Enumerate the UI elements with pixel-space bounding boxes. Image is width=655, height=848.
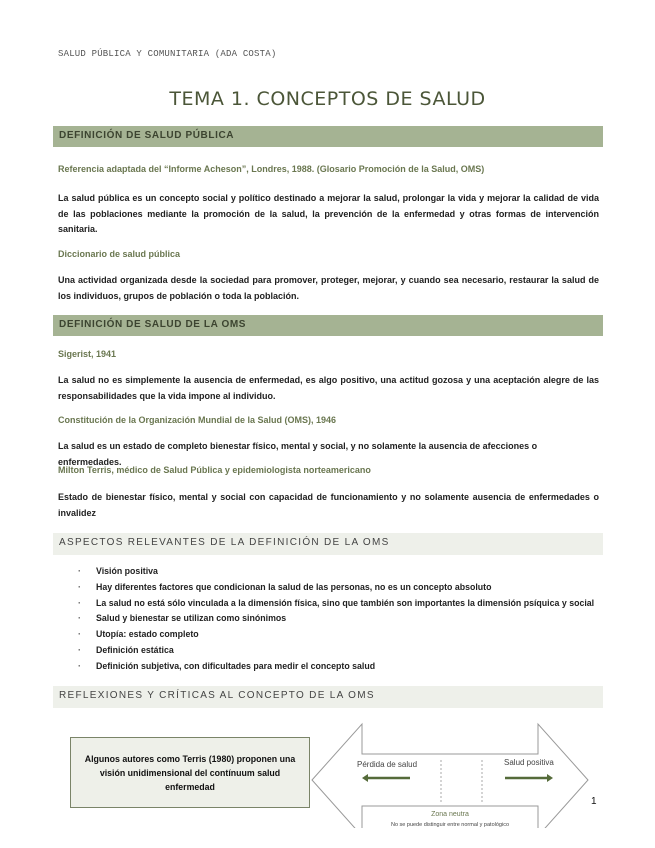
bullet-icon: ·: [78, 566, 81, 576]
page-number: 1: [591, 796, 597, 807]
item-text: Hay diferentes factores que condicionan la salud de las personas, no es un concepto absoluto: [96, 581, 492, 592]
reference: Constitución de la Organización Mundial de la Salud (OMS), 1946: [58, 415, 337, 425]
paragraph: La salud es un estado de completo bienestar físico, mental y social, y no solamente la ausencia de afecciones o enfermedades.: [58, 441, 538, 467]
page-title: TEMA 1. CONCEPTOS DE SALUD: [169, 88, 486, 110]
paragraph: La salud pública es un concepto social y político destinado a mejorar la salud, prolongar la vida y mejorar la calidad de vida de las poblaciones mediante la promoción de la salud, la prevención de la enfermedad y otras formas de intervención sanitaria.: [58, 193, 599, 234]
list-item: [78, 566, 594, 582]
item-text: Definición subjetiva, con dificultades para medir el concepto salud: [96, 660, 376, 671]
bullet-icon: ·: [78, 660, 81, 671]
right-label: Salud positiva: [504, 758, 554, 767]
item-text: Visión positiva: [96, 566, 158, 576]
paragraph: Una actividad organizada desde la sociedad para promover, proteger, mejorar, y cuando sea necesario, restaurar la salud de los individuos, grupos de población o toda la población.: [58, 275, 599, 301]
list-item: [78, 598, 594, 614]
list-item: [78, 629, 594, 645]
reference: Diccionario de salud pública: [58, 249, 181, 259]
bullet-icon: ·: [78, 597, 81, 608]
section-heading-salud-publica: DEFINICIÓN DE SALUD PÚBLICA: [53, 126, 603, 147]
paragraph: Estado de bienestar físico, mental y social con capacidad de funcionamiento y no solamente ausencia de enfermedades o invalidez: [58, 492, 599, 518]
reference: Referencia adaptada del “Informe Acheson”, Londres, 1988. (Glosario Promoción de la Salud, OMS): [58, 164, 485, 174]
section-heading-reflexiones: REFLEXIONES Y CRÍTICAS AL CONCEPTO DE LA OMS: [53, 686, 603, 708]
list-item: [78, 661, 594, 677]
left-label: Pérdida de salud: [357, 760, 418, 769]
zone-label: Zona neutra: [431, 811, 469, 818]
item-text: La salud no está sólo vinculada a la dimensión física, sino que también son importantes la dimensión psíquica y social: [96, 597, 595, 608]
running-header: SALUD PÚBLICA Y COMUNITARIA (ADA COSTA): [58, 49, 277, 59]
section-heading-oms: DEFINICIÓN DE SALUD DE LA OMS: [53, 315, 603, 336]
item-text: Salud y bienestar se utilizan como sinónimos: [96, 613, 287, 624]
terris-callout-box: [70, 737, 310, 808]
callout-text: Algunos autores como Terris (1980) proponen una visión unidimensional del contínuum salud enfermedad: [84, 753, 296, 792]
paragraph: La salud no es simplemente la ausencia de enfermedad, es algo positivo, una actitud gozosa y una aceptación alegre de las responsabilidades que la vida impone al individuo.: [58, 375, 599, 401]
list-item: [78, 645, 594, 661]
item-text: Definición estática: [96, 644, 174, 655]
bullet-icon: ·: [78, 629, 81, 640]
health-continuum-diagram: [310, 720, 600, 828]
bullet-icon: ·: [78, 581, 81, 592]
bullet-icon: ·: [78, 644, 81, 655]
section-heading-aspectos: ASPECTOS RELEVANTES DE LA DEFINICIÓN DE LA OMS: [53, 533, 603, 555]
zone-note: No se puede distinguir entre normal y patológico: [390, 822, 510, 828]
list-item: [78, 613, 594, 629]
reference: Sigerist, 1941: [58, 349, 117, 359]
item-text: Utopía: estado completo: [96, 629, 199, 640]
aspects-list: [78, 566, 594, 677]
bullet-icon: ·: [78, 613, 81, 624]
list-item: [78, 582, 594, 598]
reference: Milton Terris, médico de Salud Pública y epidemiologista norteamericano: [58, 465, 371, 475]
